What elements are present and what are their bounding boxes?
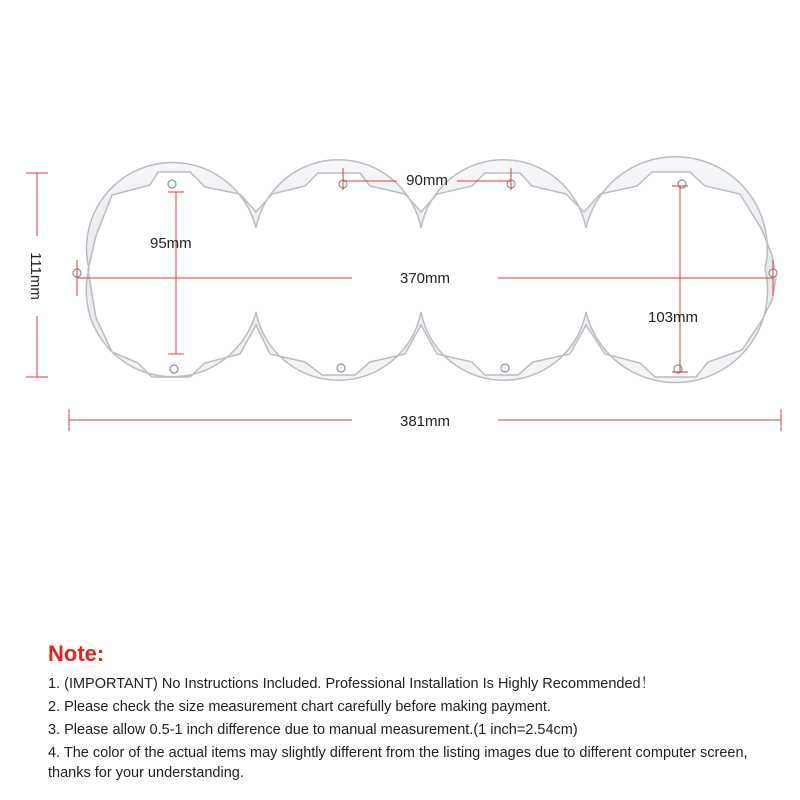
bolt-hole	[678, 180, 686, 188]
dimension-center-span	[77, 260, 773, 296]
dimension-height	[26, 173, 48, 377]
bolt-hole	[170, 365, 178, 373]
bolt-hole	[501, 364, 509, 372]
outer-diameter-label: 103mm	[648, 309, 699, 326]
note-item: 4. The color of the actual items may slightly different from the listing images due to different computer screen, thanks for your understanding.	[48, 745, 748, 781]
notes-section	[48, 640, 778, 786]
note-item: 3. Please allow 0.5-1 inch difference due to manual measurement.(1 inch=2.54cm)	[48, 722, 578, 738]
inner-diameter-label: 95mm	[150, 235, 192, 252]
notes-title: Note:	[48, 641, 105, 666]
center-span-label: 370mm	[399, 270, 451, 287]
height-label: 111mm	[27, 252, 44, 300]
spacing-label: 90mm	[406, 172, 448, 189]
dimension-total-length	[69, 409, 781, 431]
bolt-hole	[168, 180, 176, 188]
note-item: 2. Please check the size measurement chart carefully before making payment.	[48, 699, 551, 715]
note-item: 1. (IMPORTANT) No Instructions Included. Professional Installation Is Highly Recommended！	[48, 676, 656, 692]
dimension-outer-diameter	[648, 186, 698, 372]
dimension-inner-diameter	[150, 192, 192, 354]
bolt-hole	[337, 364, 345, 372]
total-length-label: 381mm	[399, 413, 451, 430]
